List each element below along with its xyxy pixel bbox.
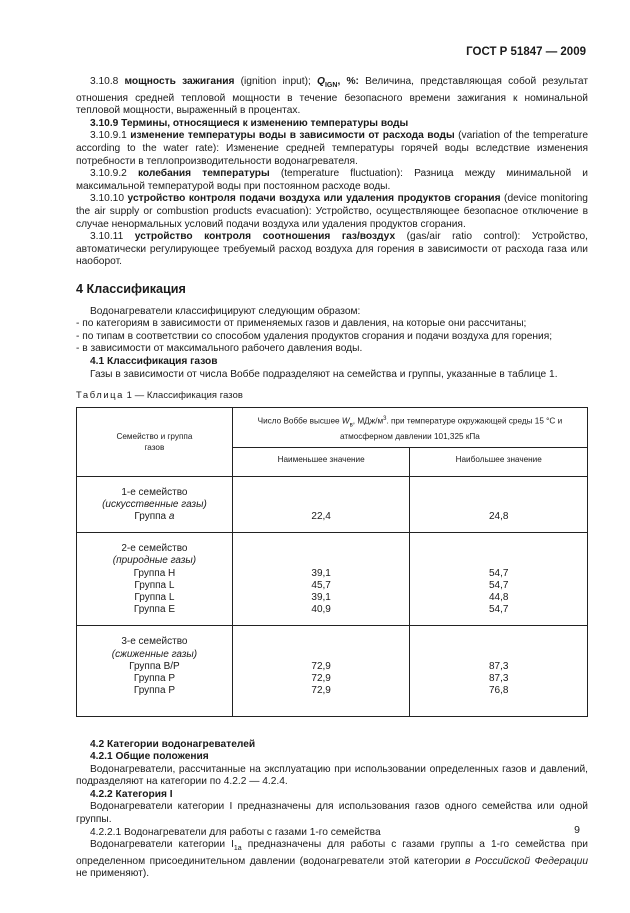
standard-code-header: ГОСТ Р 51847 — 2009 xyxy=(466,46,586,58)
max-cell: 54,7 54,7 44,8 54,7 xyxy=(410,533,588,626)
max-cell: 87,3 87,3 76,8 xyxy=(410,626,588,716)
classification-item: - в зависимости от максимального рабочего давления воды. xyxy=(76,343,363,355)
table-header-row xyxy=(77,407,588,447)
header-family: Семейство и группа газов xyxy=(77,407,233,476)
term-english: (ignition input); xyxy=(240,76,311,87)
clause-3-10-9-1: 3.10.9.1 изменение температуры воды в зависимости от расхода воды (variation of the temperature according to the water rate): Изменение средней температуры горячей воды вследствие изменения потребности в теплопроизводительности водонагревателя. xyxy=(76,130,588,167)
table-row xyxy=(77,476,588,533)
symbol-subscript: IGN xyxy=(324,82,338,90)
section-4-2-title: 4.2 Категории водонагревателей xyxy=(90,738,256,750)
clause-3-10-11: 3.10.11 устройство контроля соотношения газ/воздух (gas/air ratio control): Устройство, автоматически регулирующее требуемый расход воздуха для горения в зависимости от расхода газа или наоборот. xyxy=(76,231,588,268)
unit: , %: xyxy=(337,76,359,87)
symbol: Q xyxy=(317,76,325,87)
section-4-2-1-text: Водонагреватели, рассчитанные на эксплуатацию при использовании определенных газов и давлений, подразделяют на категории по 4.2.2 — 4.2.4. xyxy=(76,763,588,788)
section-4-2-2-1-text: Водонагреватели категории $I_{1a}$ предназначены для работы с газами группы а 1-го семейства при определенном присоединительном давлении (водонагреватели этой категории в Российской Федерации не применяют). xyxy=(76,839,589,880)
family-cell: 2-е семейство (природные газы) Группа Н Группа L Группа L Группа Е xyxy=(77,533,233,626)
section-4-2-1-title: 4.2.1 Общие положения xyxy=(90,751,209,763)
section-4-2-2-title: 4.2.2 Категория I xyxy=(90,788,173,800)
clause-3-10-10: 3.10.10 устройство контроля подачи воздуха или удаления продуктов сгорания (device monitoring the air supply or combustion products evacuation): Устройство, осуществляющее безопасное отключение в случае ненормальных условий подачи воздуха или удаления продуктов сгорания. xyxy=(76,193,588,230)
classification-intro: Водонагреватели классифицируют следующим образом: xyxy=(90,305,361,317)
section-4-1-text: Газы в зависимости от числа Воббе подразделяют на семейства и группы, указанные в таблице 1. xyxy=(90,368,558,380)
clause-3-10-9-heading: 3.10.9 Термины, относящиеся к изменению температуры воды xyxy=(90,117,409,129)
min-cell: 72,9 72,9 72,9 xyxy=(232,626,410,716)
table-row xyxy=(77,533,588,626)
classification-item: - по категориям в зависимости от применяемых газов и давления, на которые они рассчитаны; xyxy=(76,318,527,330)
page-number: 9 xyxy=(574,824,580,836)
header-wobbe: Число Воббе высшее $W_в$, МДж/$м^3$. при температуре окружающей среды 15 °С и атмосферном давлении 101,325 кПа xyxy=(232,407,587,447)
page-body xyxy=(76,76,588,881)
family-cell: 1-е семейство (искусственные газы) Группа а xyxy=(77,476,233,533)
max-cell: 24,8 xyxy=(410,476,588,533)
gas-classification-table xyxy=(76,407,588,717)
min-cell: 39,1 45,7 39,1 40,9 xyxy=(232,533,410,626)
table-row xyxy=(77,626,588,716)
header-max: Наибольшее значение xyxy=(410,448,588,477)
section-4-title: 4 Классификация xyxy=(76,281,186,296)
term: мощность зажигания xyxy=(124,76,235,87)
section-4-2-2-text: Водонагреватели категории I предназначены для использования газов одного семейства или одной группы. xyxy=(76,801,588,826)
section-4-1-title: 4.1 Классификация газов xyxy=(90,355,218,367)
classification-item: - по типам в соответствии со способом удаления продуктов сгорания и подачи воздуха для горения; xyxy=(76,330,553,342)
definition: Величина, представляющая собой результат отношения средней тепловой мощности в течение безопасного времени зажигания к номинальной тепловой мощности, выраженный в процентах. xyxy=(76,76,589,117)
family-cell: 3-е семейство (сжиженные газы) Группа В/Р Группа Р Группа Р xyxy=(77,626,233,716)
clause-number: 3.10.8 xyxy=(90,76,119,87)
clause-3-10-8 xyxy=(76,76,588,118)
section-4-2-2-1-title: 4.2.2.1 Водонагреватели для работы с газами 1-го семейства xyxy=(90,826,381,838)
table-caption: Таблица 1 — Классификация газов xyxy=(76,389,243,401)
min-cell: 22,4 xyxy=(232,476,410,533)
header-min: Наименьшее значение xyxy=(232,448,410,477)
clause-3-10-9-2: 3.10.9.2 колебания температуры (temperature fluctuation): Разница между минимальной и максимальной температурой воды при постоянном расходе воды. xyxy=(76,168,588,192)
